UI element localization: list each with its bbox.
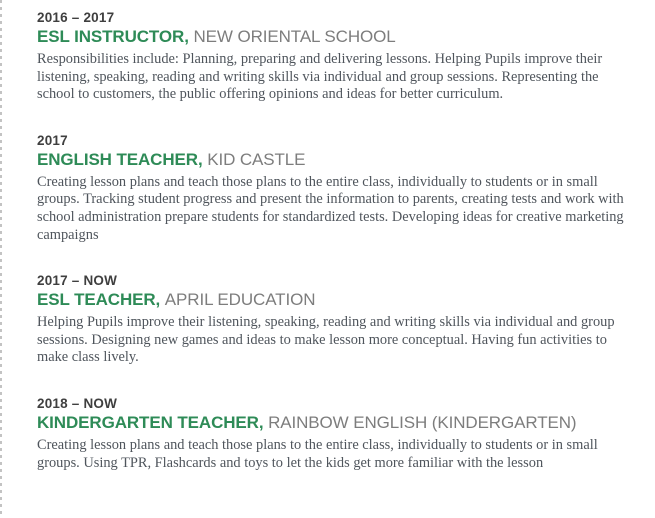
experience-role: ENGLISH TEACHER, (37, 149, 203, 169)
experience-company: KID CASTLE (207, 149, 306, 169)
page-edge-dashed-guide (0, 0, 2, 518)
experience-entry-4 (37, 395, 633, 472)
experience-description: Helping Pupils improve their listening, speaking, reading and writing skills via individual and group sessions. Designing new games and ideas to make lesson more conceptual. Having fun activities to make class lively. (37, 314, 615, 366)
experience-description: Responsibilities include: Planning, preparing and delivering lessons. Helping Pupils improve their listening, speaking, reading and writing skills via individual and group sessions. Representing the school to customers, the public offering opinions and ideas for better curriculum. (37, 51, 603, 103)
experience-title (37, 150, 633, 170)
experience-title (37, 413, 633, 433)
experience-entry-2 (37, 132, 633, 244)
experience-section (37, 9, 633, 500)
experience-company: APRIL EDUCATION (164, 290, 316, 310)
experience-title (37, 27, 633, 47)
experience-dates: 2016 – 2017 (37, 10, 115, 25)
experience-role: ESL INSTRUCTOR, (37, 27, 189, 46)
experience-company: RAINBOW ENGLISH (KINDERGARTEN) (268, 412, 577, 432)
experience-title (37, 290, 633, 310)
experience-dates: 2017 (37, 132, 68, 148)
experience-company: NEW ORIENTAL SCHOOL (193, 27, 396, 46)
experience-dates: 2018 – NOW (37, 395, 118, 411)
experience-role: KINDERGARTEN TEACHER, (37, 412, 264, 432)
experience-description: Creating lesson plans and teach those plans to the entire class, individually to students or in small groups. Tracking student progress and present the information to parents, creating tests and work with school administration prepare students for standardized tests. Developing ideas for creative marketing campaigns (37, 173, 624, 243)
experience-role: ESL TEACHER, (37, 290, 161, 310)
experience-dates: 2017 – NOW (37, 273, 118, 289)
experience-entry-3 (37, 272, 633, 367)
experience-entry-1 (37, 9, 633, 104)
experience-description: Creating lesson plans and teach those plans to the entire class, individually to students or in small groups. Using TPR, Flashcards and toys to let the kids get more familiar with the lesson (37, 436, 598, 471)
